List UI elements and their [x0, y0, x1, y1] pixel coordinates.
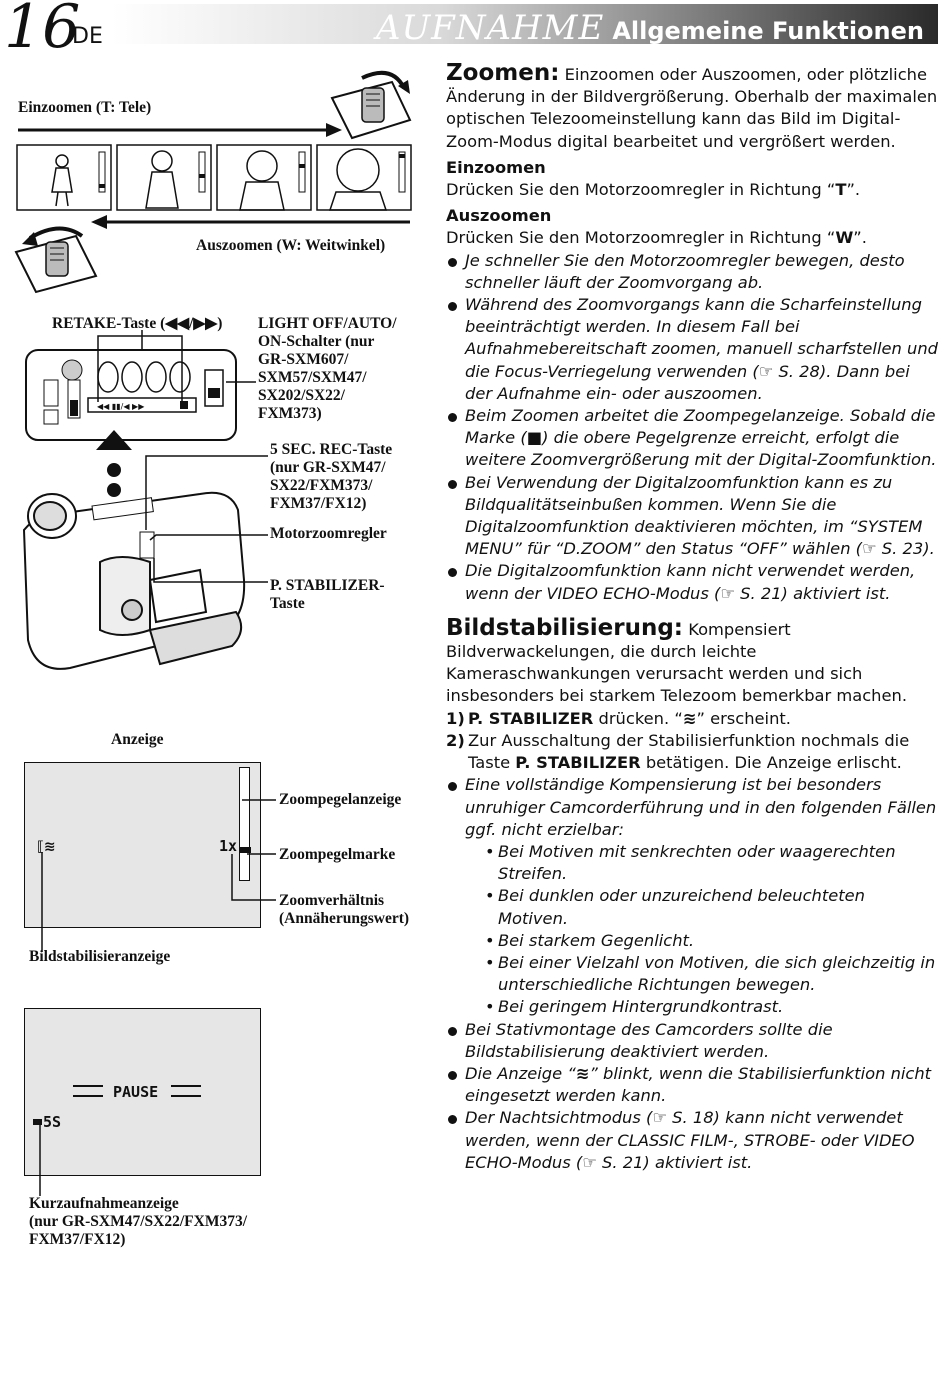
display-leaders [0, 762, 300, 952]
zoom-notes [446, 250, 938, 605]
language-code: DE [72, 24, 103, 49]
zoom-level-marker-label: Zoompegelmarke [279, 846, 396, 863]
section-title [376, 8, 924, 48]
retake-button-label: RETAKE-Taste (◀◀/▶▶) [52, 315, 223, 332]
stabilizer-icon: ⟦≋ [37, 839, 56, 855]
display-title: Anzeige [111, 731, 164, 748]
zoom-intro: Zoomen: Einzoomen oder Auszoomen, oder plötzliche Änderung in der Bildvergrößerung. Oberhalb der maximalen optischen Telezoomeinstellung kann das Bild im Digital-Zoom-Modus digital bearbeitet und vergrößert werden. [446, 60, 938, 151]
zoom-level-indicator-label: Zoompegelanzeige [279, 791, 402, 808]
pause-deco-left [73, 1085, 103, 1097]
stab-cases [465, 841, 938, 1019]
text-column [446, 60, 938, 1174]
page-number: 16 [4, 0, 81, 62]
stabilizer-indicator-label: Bildstabilisieranzeige [29, 948, 171, 965]
list-item: Bei Verwendung der Digitalzoomfunktion kann es zu Bildqualitätseinbußen kommen. Wenn Sie die Digitalzoomfunktion deaktivieren möchten, im “SYSTEM MENU” für “D.ZOOM” den Status “OFF” wählen (☞ S. 23). [446, 472, 938, 561]
stabilizer-icon: ≋ [575, 1063, 590, 1083]
list-item: Beim Zoomen arbeitet die Zoompegelanzeige. Sobald die Marke (■) die obere Pegelgrenze erreicht, erfolgt die weitere Zoomvergrößerung mit der Digital-Zoomfunktion. [446, 405, 938, 472]
zoom-out-text: Drücken Sie den Motorzoomregler in Richtung “W”. [446, 228, 867, 248]
list-item: Je schneller Sie den Motorzoomregler bewegen, desto schneller läuft der Zoomvorgang ab. [446, 250, 938, 294]
short-rec-indicator-label: Kurzaufnahmeanzeige (nur GR-SXM47/SX22/FXM373/ FXM37/FX12) [29, 1195, 248, 1248]
list-item: • Bei Motiven mit senkrechten oder waagerechten Streifen. [485, 841, 896, 884]
rec-button-label: 5 SEC. REC-Taste (nur GR-SXM47/ SX22/FXM373/ FXM37/FX12) [270, 441, 393, 512]
stab-intro: Bildstabilisierung: Kompensiert Bildverwackelungen, die durch leichte Kameraschwankungen verursacht werden und sich insbesonders bei starkem Telezoom bemerkbar machen. [446, 614, 908, 706]
zoom-out-heading: Auszoomen [446, 206, 552, 226]
list-item: Während des Zoomvorgangs kann die Scharfeinstellung beeinträchtigt werden. In diesem Fall bei Aufnahmebereitschaft zoomen, manuell scharfstellen und die Focus-Verriegelung verwenden (☞ S. 28). Dann bei der Aufnahme ein- oder auszoomen. [446, 294, 938, 405]
pause-text: PAUSE [113, 1083, 159, 1101]
stab-step-1: 1) P. STABILIZER drücken. “≋” erscheint. [446, 708, 791, 728]
list-item: Die Anzeige “≋” blinkt, wenn die Stabilisierfunktion nicht eingesetzt werden kann. [446, 1063, 938, 1107]
list-item: • Bei dunklen oder unzureichend beleuchteten Motiven. [485, 886, 865, 928]
stabilizer-icon: ≋ [682, 708, 697, 728]
list-item: • Bei geringem Hintergrundkontrast. [485, 997, 784, 1017]
zoom-lever-label: Motorzoomregler [270, 525, 387, 542]
short-rec-leader [0, 1120, 60, 1200]
zoom-in-text: Drücken Sie den Motorzoomregler in Richtung “T”. [446, 180, 861, 200]
list-item: • Bei starkem Gegenlicht. [485, 930, 695, 950]
list-item: Bei Stativmontage des Camcorders sollte die Bildstabilisierung deaktiviert werden. [446, 1019, 938, 1063]
zoom-lever-tele-icon [332, 73, 410, 138]
list-item: Die Digitalzoomfunktion kann nicht verwendet werden, wenn der VIDEO ECHO-Modus (☞ S. 21) aktiviert ist. [446, 560, 938, 604]
stab-notes [446, 774, 938, 1174]
section-title-sub: Allgemeine Funktionen [612, 17, 924, 45]
zoom-in-heading: Einzoomen [446, 157, 546, 177]
stab-heading: Bildstabilisierung: [446, 614, 684, 641]
stab-step-2: 2) Zur Ausschaltung der Stabilisierfunktion nochmals die Taste P. STABILIZER betätigen. Die Anzeige erlischt. [446, 730, 910, 773]
zoom-heading: Zoomen: [446, 60, 560, 86]
zoom-in-label: Einzoomen (T: Tele) [18, 99, 152, 116]
section-header-bar [112, 4, 938, 48]
svg-text:◀◀ ▮▮/◀ ▶▶: ◀◀ ▮▮/◀ ▶▶ [97, 402, 145, 411]
list-item: • Bei einer Vielzahl von Motiven, die sich gleichzeitig in unterschiedliche Richtungen bewegen. [485, 952, 936, 995]
stabilizer-button-label: P. STABILIZER- Taste [270, 577, 385, 612]
zoom-ratio-label: Zoomverhältnis (Annäherungswert) [279, 892, 410, 927]
section-title-main: AUFNAHME [375, 8, 605, 48]
light-switch-label: LIGHT OFF/AUTO/ ON-Schalter (nur GR-SXM607/ SXM57/SXM47/ SX202/SX22/ FXM373) [258, 315, 397, 422]
list-item: Der Nachtsichtmodus (☞ S. 18) kann nicht verwendet werden, wenn der CLASSIC FILM-, STROBE- oder VIDEO ECHO-Modus (☞ S. 21) aktiviert ist. [446, 1107, 938, 1174]
zoom-lever-wide-icon [16, 228, 96, 292]
list-item: Eine vollständige Kompensierung ist bei besonders unruhiger Camcorderführung und in den folgenden Fällen ggf. nicht erzielbar: • Bei Motiven mit senkrechten oder waagerechten Streifen. • Bei dunklen oder unzureichend beleuchteten Motiven. • Bei starkem Gegenlicht. • Bei einer Vielzahl von Motiven, die sich gleichzeitig in unterschiedliche Richtungen bewegen. • Bei geringem Hintergrundkontrast. [446, 774, 938, 1018]
zoom-ratio-value: 1x [219, 837, 238, 855]
short-rec-text: 5S [43, 1113, 62, 1131]
pause-deco-right [171, 1085, 201, 1097]
camcorder-diagram [0, 330, 280, 710]
zoom-out-label: Auszoomen (W: Weitwinkel) [196, 237, 386, 254]
zoom-illustration [0, 60, 440, 300]
